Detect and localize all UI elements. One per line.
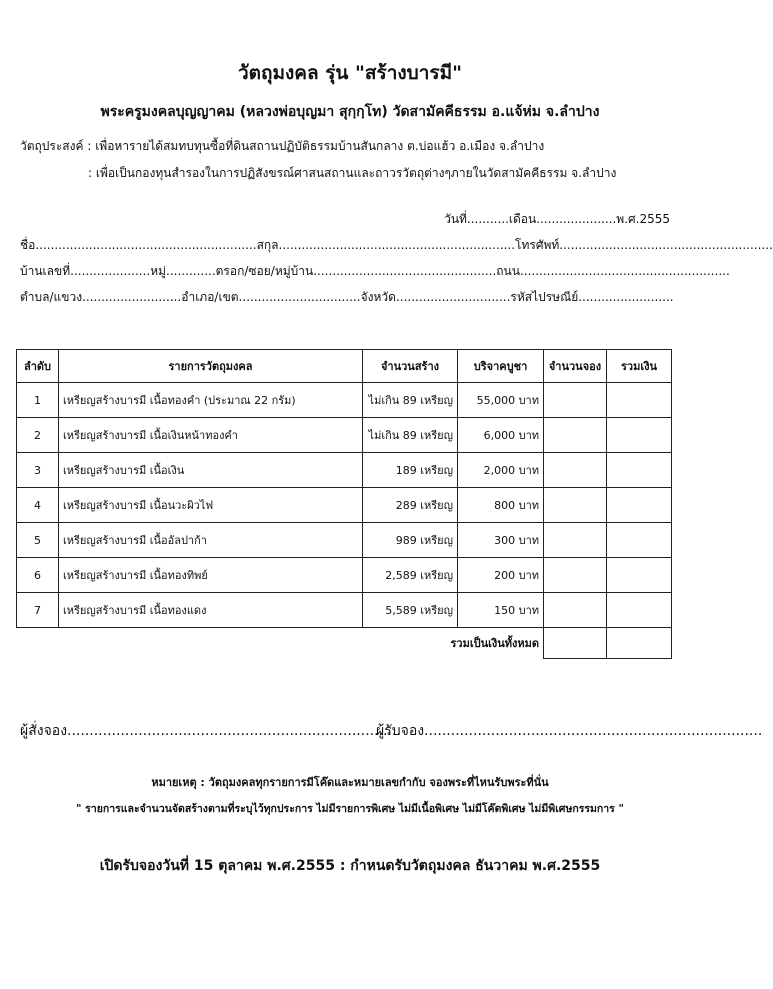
table-row [17, 383, 672, 418]
row-order-qty-cell[interactable] [544, 488, 607, 523]
row-qty: 5,589 เหรียญ [363, 593, 458, 628]
row-item: เหรียญสร้างบารมี เนื้อเงินหน้าทองคำ [59, 418, 363, 453]
row-item: เหรียญสร้างบารมี เนื้อนวะผิวไฟ [59, 488, 363, 523]
row-no: 4 [17, 488, 59, 523]
row-price: 300 บาท [458, 523, 544, 558]
booking-dates-footer: เปิดรับจองวันที่ 15 ตุลาคม พ.ศ.2555 : กำหนดรับวัตถุมงคล ธันวาคม พ.ศ.2555 [99, 858, 601, 874]
table-row [17, 418, 672, 453]
row-total-cell[interactable] [607, 593, 672, 628]
order-table [16, 349, 672, 659]
grand-total-qty-cell[interactable] [544, 628, 607, 659]
header-item: รายการวัตถุมงคล [59, 350, 363, 383]
district-province-postal-field[interactable]: ตำบล/แขวง..........................อำเภอ/เขต................................จังหวัด..............................รหัสไปรษณีย์......................... [20, 290, 674, 304]
row-qty: 289 เหรียญ [363, 488, 458, 523]
row-no: 1 [17, 383, 59, 418]
row-price: 2,000 บาท [458, 453, 544, 488]
remark-note: หมายเหตุ : วัตถุมงคลทุกรายการมีโค๊ดและหมายเลขกำกับ จองพระที่ไหนรับพระที่นั่น [151, 776, 549, 789]
header-order-qty: จำนวนจอง [544, 350, 607, 383]
total-row [17, 628, 672, 659]
row-price: 55,000 บาท [458, 383, 544, 418]
table-row [17, 593, 672, 628]
row-order-qty-cell[interactable] [544, 558, 607, 593]
table-row [17, 558, 672, 593]
row-order-qty-cell[interactable] [544, 523, 607, 558]
table-row [17, 523, 672, 558]
header-donation: บริจาคบูชา [458, 350, 544, 383]
row-item: เหรียญสร้างบารมี เนื้อทองแดง [59, 593, 363, 628]
row-price: 150 บาท [458, 593, 544, 628]
row-order-qty-cell[interactable] [544, 418, 607, 453]
purpose-line-1: วัตถุประสงค์ : เพื่อหารายได้สมทบทุนซื้อที่ดินสถานปฏิบัติธรรมบ้านสันกลาง ต.บ่อแฮ้ว อ.เมือง จ.ลำปาง [20, 139, 545, 153]
orderer-signature-line[interactable]: ผู้สั่งจอง........................................................................... [20, 723, 401, 739]
row-no: 2 [17, 418, 59, 453]
receiver-signature-line[interactable]: ผู้รับจอง............................................................................ [376, 723, 763, 739]
row-total-cell[interactable] [607, 488, 672, 523]
row-no: 7 [17, 593, 59, 628]
row-price: 800 บาท [458, 488, 544, 523]
row-price: 200 บาท [458, 558, 544, 593]
row-total-cell[interactable] [607, 453, 672, 488]
row-order-qty-cell[interactable] [544, 593, 607, 628]
table-row [17, 488, 672, 523]
row-item: เหรียญสร้างบารมี เนื้ออัลปาก้า [59, 523, 363, 558]
address-field[interactable]: บ้านเลขที่.....................หมู่.............ตรอก/ซอย/หมู่บ้าน................................................ถนน....................................................... [20, 264, 730, 278]
temple-subtitle: พระครูมงคลบุญญาคม (หลวงพ่อบุญมา สุกฺกฺโท) วัดสามัคคีธรรม อ.แจ้ห่ม จ.ลำปาง [100, 104, 600, 120]
header-qty-made: จำนวนสร้าง [363, 350, 458, 383]
total-label: รวมเป็นเงินทั้งหมด [450, 637, 539, 651]
row-qty: ไม่เกิน 89 เหรียญ [363, 383, 458, 418]
row-qty: 189 เหรียญ [363, 453, 458, 488]
row-no: 6 [17, 558, 59, 593]
row-item: เหรียญสร้างบารมี เนื้อเงิน [59, 453, 363, 488]
row-item: เหรียญสร้างบารมี เนื้อทองคำ (ประมาณ 22 กรัม) [59, 383, 363, 418]
conditions-quote: " รายการและจำนวนจัดสร้างตามที่ระบุไว้ทุกประการ ไม่มีรายการพิเศษ ไม่มีเนื้อพิเศษ ไม่มีโค๊ดพิเศษ ไม่มีพิเศษกรรมการ " [76, 803, 624, 815]
grand-total-amount-cell[interactable] [607, 628, 672, 659]
row-qty: ไม่เกิน 89 เหรียญ [363, 418, 458, 453]
row-item: เหรียญสร้างบารมี เนื้อทองทิพย์ [59, 558, 363, 593]
purpose-line-2: : เพื่อเป็นกองทุนสำรองในการปฏิสังขรณ์ศาสนสถานและถาวรวัตถุต่างๆภายในวัดสามัคคีธรรม จ.ลำปาง [88, 166, 617, 180]
row-total-cell[interactable] [607, 383, 672, 418]
row-no: 3 [17, 453, 59, 488]
header-total: รวมเงิน [607, 350, 672, 383]
row-qty: 989 เหรียญ [363, 523, 458, 558]
document-title: วัตถุมงคล รุ่น "สร้างบารมี" [237, 62, 463, 84]
table-row [17, 453, 672, 488]
row-total-cell[interactable] [607, 523, 672, 558]
row-qty: 2,589 เหรียญ [363, 558, 458, 593]
date-field[interactable]: วันที่...........เดือน.....................พ.ศ.2555 [444, 212, 670, 226]
row-order-qty-cell[interactable] [544, 383, 607, 418]
row-price: 6,000 บาท [458, 418, 544, 453]
row-order-qty-cell[interactable] [544, 453, 607, 488]
row-total-cell[interactable] [607, 418, 672, 453]
row-total-cell[interactable] [607, 558, 672, 593]
row-no: 5 [17, 523, 59, 558]
table-header-row [17, 350, 672, 383]
name-surname-phone-field[interactable]: ชื่อ..........................................................สกุล..............................................................โทรศัพท์........................................................ [20, 238, 773, 252]
header-no: ลำดับ [17, 350, 59, 383]
